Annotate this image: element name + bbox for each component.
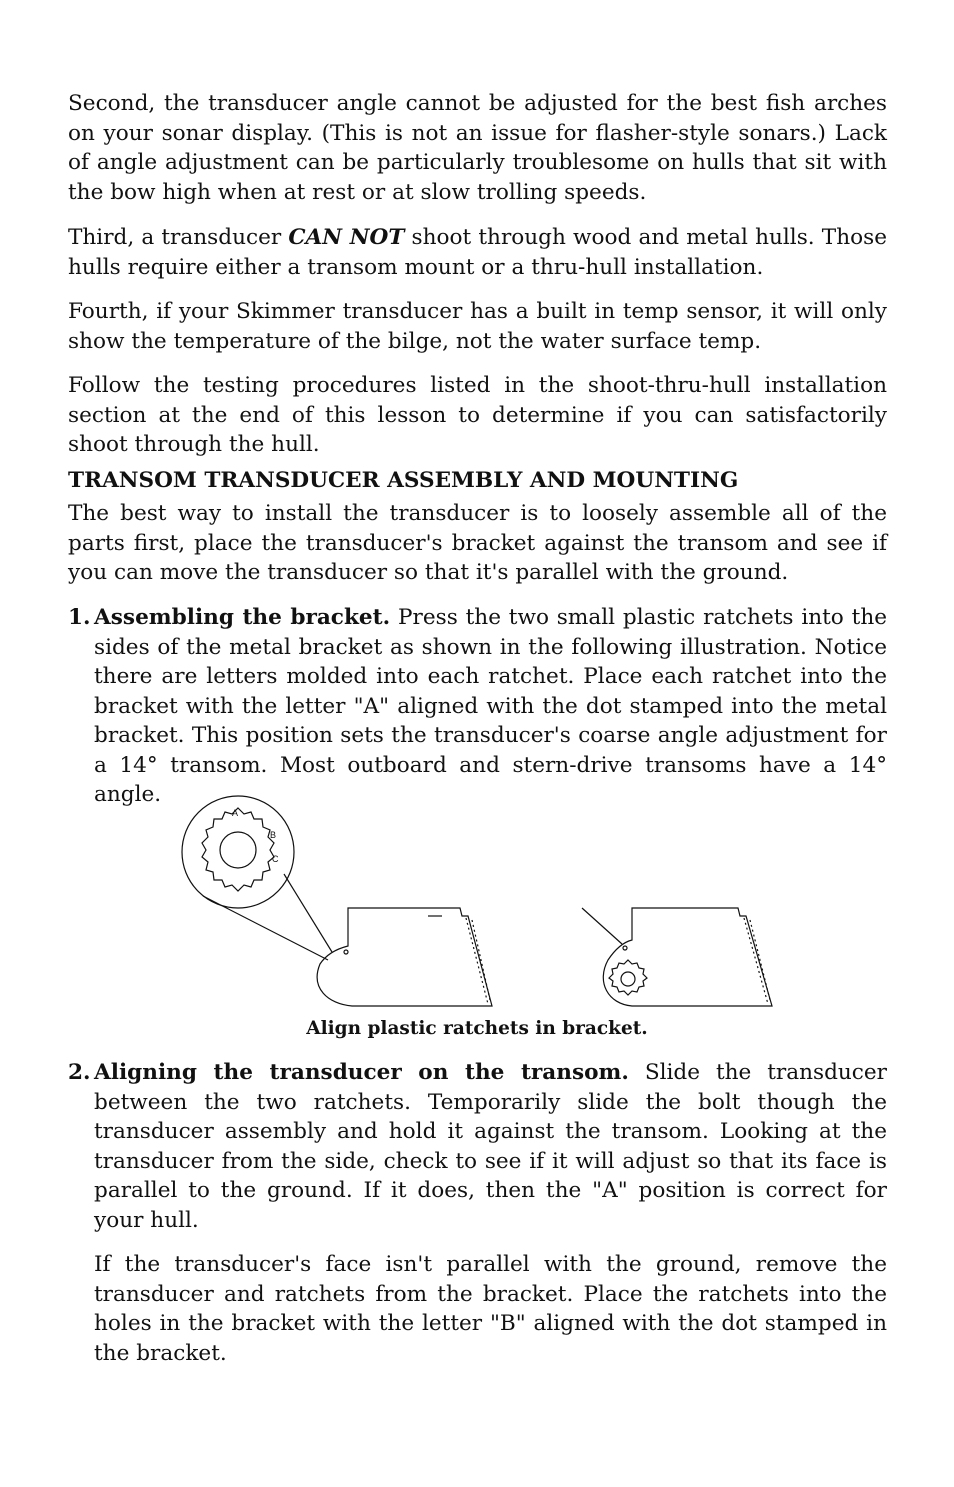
step-1-number: 1. — [68, 605, 91, 630]
paragraph-angle-adjustment: Second, the transducer angle cannot be adjusted for the best fish arches on your sonar display. (This is not an issue for flasher-style sonars.) Lack of angle adjustment can be particularly troublesome on hulls that sit with the bow high when at rest or at slow trolling speeds. — [68, 91, 887, 205]
paragraph-intro: The best way to install the transducer is to loosely assemble all of the parts first, place the transducer's bracket against the transom and see if you can move the transducer so that it's parallel with the ground. — [68, 501, 887, 585]
right-pointer-line — [582, 908, 622, 944]
right-bracket-dot — [623, 946, 627, 950]
section-heading: TRANSOM TRANSDUCER ASSEMBLY AND MOUNTING — [68, 468, 739, 493]
pointer-line-upper — [284, 874, 332, 952]
step-2-text: Slide the transducer between the two ratchets. Temporarily slide the bolt though the transducer assembly and hold it against the transom. Looking at the transducer from the side, check to see if it will adjust so that its face is parallel to the ground. If it does, then the "A" position is correct for your hull. — [94, 1060, 887, 1233]
paragraph-hull-material-start: Third, a transducer — [68, 225, 289, 250]
paragraph-hull-material — [68, 223, 887, 282]
paragraph-hull-material-end: shoot through wood and metal hulls. Those hulls require either a transom mount or a thru-hull installation. — [68, 225, 887, 280]
ratchet-letter-c: C — [272, 854, 279, 864]
installed-ratchet-gear — [609, 960, 647, 995]
step-1-text: Press the two small plastic ratchets into the sides of the metal bracket as shown in the following illustration. Notice there are letters molded into each ratchet. Place each ratchet into the bracket with the letter "A" aligned with the dot stamped into the metal bracket. This position sets the transducer's coarse angle adjustment for a 14° transom. Most outboard and stern-drive transoms have a 14° angle. — [94, 605, 888, 807]
installed-ratchet-hole — [621, 972, 635, 986]
step-1-paragraph — [94, 603, 887, 810]
bracket-diagram — [170, 792, 790, 1014]
left-bracket-edge — [466, 918, 488, 1004]
ratchet-bracket-illustration — [170, 792, 790, 1014]
ratchet-letter-b: B — [270, 830, 277, 840]
figure-caption: Align plastic ratchets in bracket. — [306, 1018, 648, 1039]
paragraph-testing-procedures: Follow the testing procedures listed in the shoot-thru-hull installation section at the end of this lesson to determine if you can satisfactorily shoot through the hull. — [68, 373, 887, 457]
left-bracket-outline — [317, 908, 492, 1006]
paragraph-temp-sensor: Fourth, if your Skimmer transducer has a built in temp sensor, it will only show the temperature of the bilge, not the water surface temp. — [68, 299, 887, 354]
right-bracket-edge-2 — [750, 920, 770, 1000]
pointer-line-lower — [203, 896, 328, 960]
step-2-title: Aligning the transducer on the transom. — [94, 1060, 629, 1085]
step-2-continuation: If the transducer's face isn't parallel with the ground, remove the transducer and ratchets from the bracket. Place the ratchets into the holes in the bracket with the letter "B" aligned with the dot stamped in the bracket. — [94, 1252, 887, 1366]
magnified-ratchet-hole — [220, 832, 256, 868]
right-bracket-edge — [744, 918, 768, 1004]
step-2-number: 2. — [68, 1060, 91, 1085]
right-bracket-outline — [603, 908, 772, 1006]
magnified-ratchet-gear — [202, 808, 277, 891]
left-bracket-dot — [344, 950, 348, 954]
ratchet-letter-a: A — [232, 808, 239, 818]
emphasis-can-not: CAN NOT — [288, 225, 405, 250]
step-2-paragraph — [94, 1058, 887, 1235]
step-1-title: Assembling the bracket. — [94, 605, 391, 630]
